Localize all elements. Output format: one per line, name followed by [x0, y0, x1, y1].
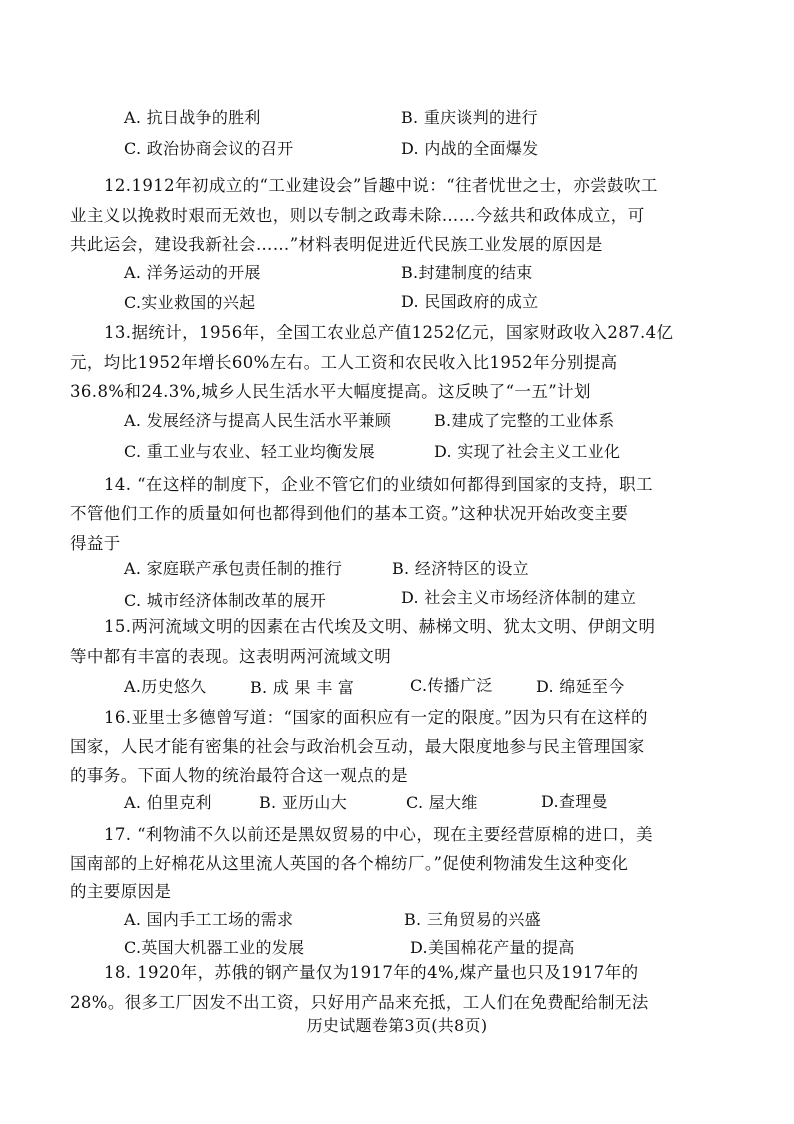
q13-option-a: A. 发展经济与提高人民生活水平兼顾 — [124, 411, 392, 430]
q15-stem-line2: 等中都有丰富的表现。这表明两河流域文明 — [70, 647, 392, 666]
q13-option-b: B.建成了完整的工业体系 — [434, 411, 615, 430]
q16-option-c: C. 屋大维 — [406, 793, 478, 812]
q14-stem-line1: 14. “在这样的制度下，企业不管它们的业绩如何都得到国家的支持，职工 — [104, 475, 653, 494]
q12-stem-line3: 共此运会，建设我新社会……”材料表明促进近代民族工业发展的原因是 — [70, 235, 603, 254]
page-footer: 历史试题卷第3页(共8页) — [306, 1016, 488, 1035]
q12-option-b: B.封建制度的结束 — [401, 263, 533, 282]
q12-option-a: A. 洋务运动的开展 — [124, 263, 261, 282]
q17-stem-line1: 17. “利物浦不久以前还是黑奴贸易的中心，现在主要经营原棉的进口，美 — [104, 825, 653, 844]
q12-option-d: D. 民国政府的成立 — [401, 292, 539, 311]
q11-option-d: D. 内战的全面爆发 — [401, 139, 539, 158]
q16-option-a: A. 伯里克利 — [124, 793, 212, 812]
q13-option-c: C. 重工业与农业、轻工业均衡发展 — [124, 442, 375, 461]
q18-stem-line2: 28%。很多工厂因发不出工资，只好用产品来充抵，工人们在免费配给制无法 — [70, 993, 649, 1012]
q14-option-c: C. 城市经济体制改革的展开 — [124, 591, 327, 610]
q16-stem-line2: 国家，人民才能有密集的社会与政治机会互动，最大限度地参与民主管理国家 — [70, 737, 645, 756]
q12-option-c: C.实业救国的兴起 — [124, 293, 256, 312]
q15-option-d: D. 绵延至今 — [536, 677, 625, 696]
q14-stem-line2: 不管他们工作的质量如何也都得到他们的基本工资。”这种状况开始改变主要 — [70, 504, 629, 523]
q13-stem-line1: 13.据统计，1956年，全国工农业总产值1252亿元，国家财政收入287.4亿 — [104, 323, 674, 342]
q17-option-b: B. 三角贸易的兴盛 — [404, 910, 541, 929]
q17-option-d: D.美国棉花产量的提高 — [410, 938, 575, 957]
q13-stem-line2: 元，均比1952年增长60%左右。工人工资和农民收入比1952年分别提高 — [70, 353, 618, 372]
q15-stem-line1: 15.两河流域文明的因素在古代埃及文明、赫梯文明、犹太文明、伊朗文明 — [104, 617, 656, 636]
q11-option-a: A. 抗日战争的胜利 — [124, 108, 261, 127]
q14-option-d: D. 社会主义市场经济体制的建立 — [401, 588, 637, 607]
q17-stem-line2: 国南部的上好棉花从这里流人英国的各个棉纺厂。”促使利物浦发生这种变化 — [70, 854, 629, 873]
q12-stem-line2: 业主义以挽救时艰而无效也，则以专制之政毒未除……今兹共和政体成立，可 — [70, 206, 645, 225]
q16-stem-line3: 的事务。下面人物的统治最符合这一观点的是 — [70, 766, 408, 785]
q14-option-a: A. 家庭联产承包责任制的推行 — [124, 559, 343, 578]
q16-option-b: B. 亚历山大 — [259, 793, 348, 812]
q17-option-a: A. 国内手工工场的需求 — [124, 910, 294, 929]
q15-option-c: C.传播广泛 — [410, 676, 493, 695]
q16-stem-line1: 16.亚里士多德曾写道：“国家的面积应有一定的限度。”因为只有在这样的 — [104, 708, 648, 727]
q17-option-c: C.英国大机器工业的发展 — [124, 938, 305, 957]
q15-option-b: B. 成 果 丰 富 — [250, 678, 355, 697]
q17-stem-line3: 的主要原因是 — [70, 882, 172, 901]
q14-option-b: B. 经济特区的设立 — [392, 559, 529, 578]
q14-stem-line3: 得益于 — [70, 534, 121, 553]
q13-option-d: D. 实现了社会主义工业化 — [434, 442, 621, 461]
q11-option-c: C. 政治协商会议的召开 — [124, 139, 294, 158]
q13-stem-line3: 36.8%和24.3%,城乡人民生活水平大幅度提高。这反映了“一五”计划 — [70, 382, 591, 401]
q18-stem-line1: 18. 1920年，苏俄的钢产量仅为1917年的4%,煤产量也只及1917年的 — [104, 963, 639, 982]
q11-option-b: B. 重庆谈判的进行 — [401, 108, 538, 127]
q15-option-a: A.历史悠久 — [124, 677, 207, 696]
q12-stem-line1: 12.1912年初成立的“工业建设会”旨趣中说：“往者忧世之士，亦尝鼓吹工 — [104, 176, 658, 195]
q16-option-d: D.查理曼 — [541, 792, 608, 811]
